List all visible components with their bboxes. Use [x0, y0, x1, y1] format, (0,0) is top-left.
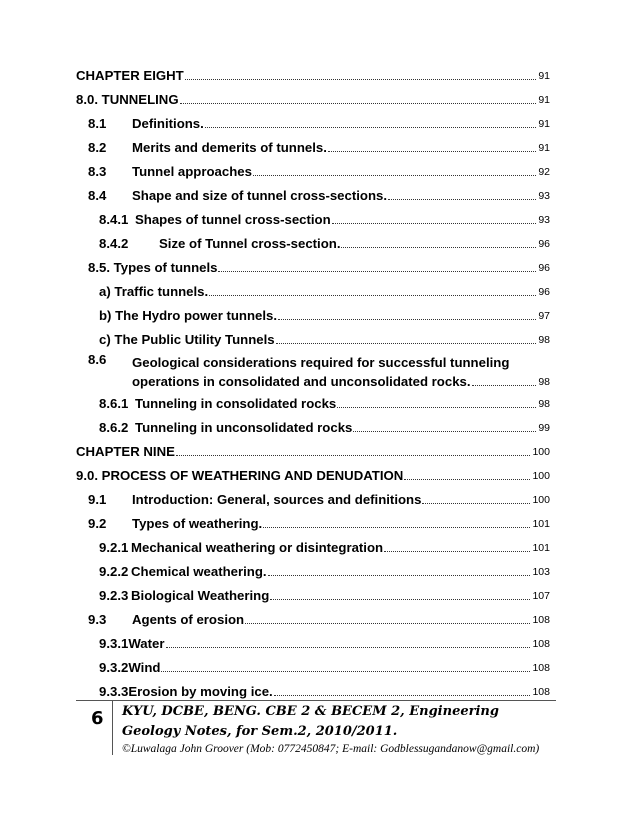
toc-entry-label: b) The Hydro power tunnels.: [99, 308, 278, 323]
dot-leader: [253, 174, 536, 176]
toc-entry[interactable]: [99, 332, 550, 348]
toc-entry[interactable]: [99, 540, 550, 556]
toc-entry-number: 9.3.3: [99, 684, 129, 699]
toc-entry-page: 91: [538, 142, 550, 154]
dot-leader: [276, 342, 537, 344]
toc-entry-text: [132, 352, 550, 390]
toc-entry[interactable]: [88, 164, 550, 180]
toc-entry[interactable]: [99, 636, 550, 652]
toc-entry-label: Wind: [128, 660, 161, 675]
toc-entry[interactable]: [99, 284, 550, 300]
toc-entry-number: 8.4: [88, 188, 107, 203]
toc-entry-page: 96: [538, 286, 550, 298]
toc-entry-page: 108: [532, 686, 550, 698]
toc-entry-number: 8.3: [88, 164, 107, 179]
toc-entry-label: 8.0. TUNNELING: [76, 92, 179, 107]
toc-entry-number: 9.2.2: [99, 564, 129, 579]
toc-entry-number: 9.2: [88, 516, 107, 531]
toc-entry-page: 96: [538, 238, 550, 250]
toc-entry-number: 9.3.1: [99, 636, 129, 651]
toc-entry[interactable]: [99, 564, 550, 580]
toc-entry[interactable]: [88, 612, 550, 628]
toc-entry[interactable]: [99, 236, 550, 252]
toc-entry-page: 96: [538, 262, 550, 274]
toc-entry[interactable]: [88, 116, 550, 132]
toc-entry[interactable]: [88, 140, 550, 156]
toc-entry-number: 8.4.1: [99, 212, 129, 227]
footer-author-line: ©Luwalaga John Groover (Mob: 0772450847; E-mail: Godblessugandanow@gmail.com): [122, 743, 540, 755]
toc-entry[interactable]: [99, 396, 550, 412]
dot-leader: [341, 246, 536, 248]
toc-entry-label: c) The Public Utility Tunnels: [99, 332, 275, 347]
toc-entry-number: 9.1: [88, 492, 107, 507]
dot-leader: [205, 126, 537, 128]
dot-leader: [328, 150, 536, 152]
toc-entry-number: 9.3: [88, 612, 107, 627]
dot-leader: [176, 454, 531, 456]
toc-entry-number: 8.2: [88, 140, 107, 155]
toc-entry-page: 92: [538, 166, 550, 178]
toc-entry[interactable]: [99, 660, 550, 676]
toc-entry-page: 103: [532, 566, 550, 578]
toc-entry-label: 9.0. PROCESS OF WEATHERING AND DENUDATION: [76, 468, 404, 483]
toc-entry-page: 107: [532, 590, 550, 602]
toc-entry-page: 98: [538, 334, 550, 346]
toc-entry-number: 8.6.2: [99, 420, 129, 435]
toc-entry-page: 91: [538, 94, 550, 106]
toc-entry-label: Definitions.: [132, 116, 204, 131]
toc-entry-page: 98: [538, 376, 550, 388]
dot-leader: [185, 78, 537, 80]
toc-entry-page: 97: [538, 310, 550, 322]
dot-leader: [161, 670, 530, 672]
dot-leader: [180, 102, 537, 104]
toc-entry[interactable]: [88, 516, 550, 532]
footer-vertical-divider: [112, 700, 113, 755]
toc-entry-number: 9.3.2: [99, 660, 129, 675]
toc-entry-page: 100: [532, 470, 550, 482]
toc-entry[interactable]: [76, 92, 550, 108]
toc-entry-label: Mechanical weathering or disintegration: [131, 540, 384, 555]
toc-entry-label: CHAPTER NINE: [76, 444, 175, 459]
dot-leader: [263, 526, 530, 528]
page-number: 6: [91, 708, 104, 729]
dot-leader: [218, 270, 536, 272]
toc-entry-number: 8.1: [88, 116, 107, 131]
dot-leader: [472, 384, 537, 386]
toc-entry[interactable]: [99, 588, 550, 604]
toc-entry-label: Introduction: General, sources and definitions: [132, 492, 422, 507]
toc-entry-page: 93: [538, 214, 550, 226]
toc-entry-page: 91: [538, 70, 550, 82]
dot-leader: [274, 694, 531, 696]
toc-entry[interactable]: [99, 308, 550, 324]
toc-entry-number: 8.4.2: [99, 236, 129, 251]
toc-entry-label: Chemical weathering.: [131, 564, 267, 579]
dot-leader: [209, 294, 536, 296]
toc-entry[interactable]: [99, 420, 550, 436]
toc-entry-number: 8.6.1: [99, 396, 129, 411]
toc-entry-label: Water: [128, 636, 165, 651]
toc-entry[interactable]: [76, 468, 550, 484]
toc-entry[interactable]: [88, 260, 550, 276]
toc-entry-page: 101: [532, 518, 550, 530]
toc-entry-label: Geological considerations required for successful tunneling: [132, 355, 510, 370]
toc-entry-label: Shape and size of tunnel cross-sections.: [132, 188, 388, 203]
toc-entry-page: 108: [532, 638, 550, 650]
dot-leader: [268, 574, 531, 576]
toc-entry-page: 99: [538, 422, 550, 434]
dot-leader: [404, 478, 530, 480]
toc-entry-label: Shapes of tunnel cross-section: [135, 212, 331, 227]
toc-entry-page: 101: [532, 542, 550, 554]
toc-entry-label: Tunnel approaches: [132, 164, 252, 179]
toc-entry-page: 98: [538, 398, 550, 410]
footer-divider: [76, 700, 556, 701]
dot-leader: [245, 622, 530, 624]
toc-entry[interactable]: [88, 352, 550, 390]
toc-entry[interactable]: [76, 68, 550, 84]
toc-entry[interactable]: [99, 684, 550, 700]
toc-entry-page: 108: [532, 614, 550, 626]
dot-leader: [353, 430, 536, 432]
toc-entry-label: Erosion by moving ice.: [128, 684, 273, 699]
toc-entry[interactable]: [99, 212, 550, 228]
toc-entry-page: 93: [538, 190, 550, 202]
dot-leader: [337, 406, 536, 408]
toc-entry[interactable]: [88, 492, 550, 508]
toc-entry-page: 91: [538, 118, 550, 130]
dot-leader: [384, 550, 530, 552]
toc-entry-label: Size of Tunnel cross-section.: [159, 236, 341, 251]
toc-entry-label: Agents of erosion: [132, 612, 245, 627]
dot-leader: [270, 598, 530, 600]
toc-entry-label: Types of weathering.: [132, 516, 263, 531]
toc-entry[interactable]: [76, 444, 550, 460]
dot-leader: [422, 502, 530, 504]
toc-entry-number: 9.2.3: [99, 588, 129, 603]
toc-entry-label: a) Traffic tunnels.: [99, 284, 209, 299]
toc-entry-page: 108: [532, 662, 550, 674]
footer-course-line: KYU, DCBE, BENG. CBE 2 & BECEM 2, Engineering Geology Notes, for Sem.2, 2010/2011.: [122, 704, 499, 739]
toc-entry-label: Biological Weathering: [131, 588, 270, 603]
dot-leader: [166, 646, 531, 648]
toc-entry-page: 100: [532, 446, 550, 458]
toc-entry-label: Tunneling in consolidated rocks: [135, 396, 337, 411]
dot-leader: [278, 318, 536, 320]
dot-leader: [332, 222, 537, 224]
toc-entry[interactable]: [88, 188, 550, 204]
toc-entry-label: CHAPTER EIGHT: [76, 68, 184, 83]
toc-entry-label-continued: operations in consolidated and unconsolidated rocks.: [132, 374, 471, 389]
toc-entry-label: 8.5. Types of tunnels: [88, 260, 218, 275]
toc-entry-page: 100: [532, 494, 550, 506]
toc-entry-label: Merits and demerits of tunnels.: [132, 140, 327, 155]
dot-leader: [388, 198, 536, 200]
toc-entry-number: 8.6: [88, 352, 107, 367]
toc-entry-label: Tunneling in unconsolidated rocks: [135, 420, 353, 435]
toc-entry-number: 9.2.1: [99, 540, 129, 555]
